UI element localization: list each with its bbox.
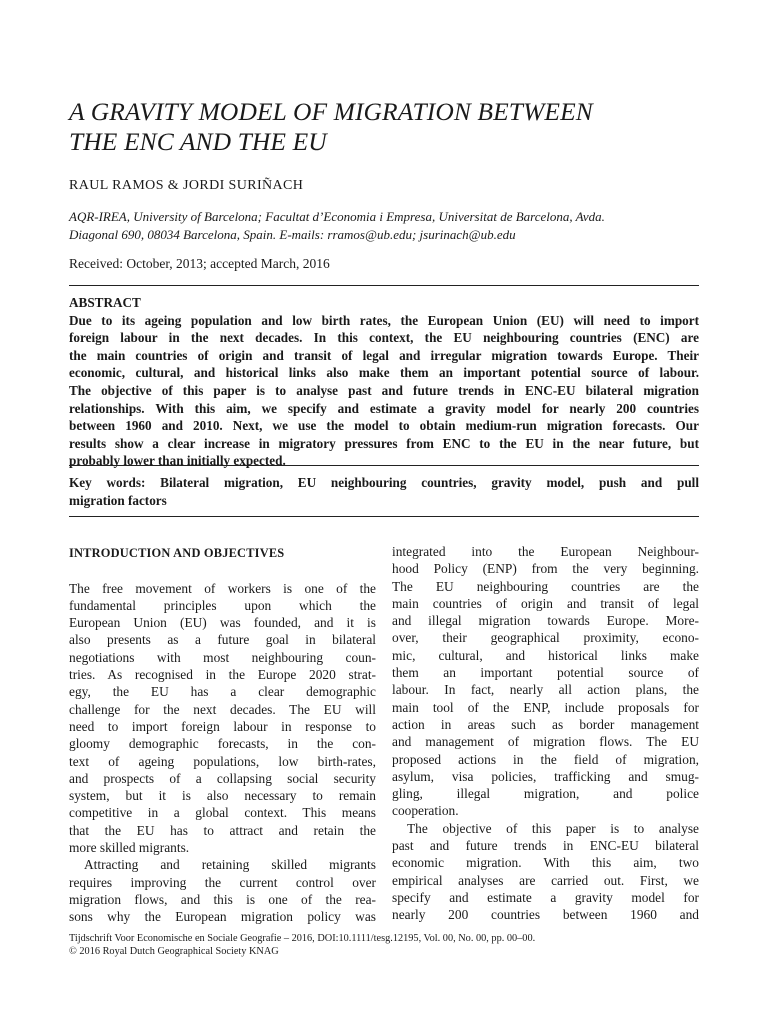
body-text-line: sons why the European migration policy was [69,909,376,925]
abstract-line: economic, cultural, and historical links also make them an important potential source of labour. [69,365,699,381]
body-text-line: economic migration. With this aim, two [392,855,699,871]
body-text-line: requires improving the current control over [69,874,376,890]
title-line: A GRAVITY MODEL OF MIGRATION BETWEEN [69,97,593,126]
abstract-line: probably lower than initially expected. [69,453,286,469]
body-text-line: asylum, visa policies, trafficking and smug- [392,768,699,784]
body-text-line: European Union (EU) was founded, and it is [69,615,376,631]
body-text-line: fundamental principles upon which the [69,597,376,613]
abstract-line: relationships. With this aim, we specify and estimate a gravity model for nearly 200 countries [69,400,699,416]
keywords-line: Key words: Bilateral migration, EU neighbouring countries, gravity model, push and pull [69,475,699,490]
abstract-heading: ABSTRACT [69,295,141,310]
body-text-line: need to import foreign labour in response to [69,718,376,734]
body-text-line: specify and estimate a gravity model for [392,889,699,905]
body-text-line: action in areas such as border management [392,716,699,732]
body-text-line: main tool of the ENP, include proposals for [392,699,699,715]
body-text-line: challenge for the next decades. The EU will [69,701,376,717]
body-text-line: nearly 200 countries between 1960 and [392,907,699,923]
abstract [69,294,699,470]
rule-between-abstract-keywords [69,465,699,466]
body-text-line: and management of migration flows. The EU [392,734,699,750]
body-text-line: cooperation. [392,803,459,819]
body-text-line: egy, the EU has a clear demographic [69,684,376,700]
affiliation-line: AQR-IREA, University of Barcelona; Facultat d’Economia i Empresa, Universitat de Barcelona, Avda. [69,209,605,224]
section-heading: INTRODUCTION AND OBJECTIVES [69,546,285,560]
body-text-line: The objective of this paper is to analyse [407,820,699,836]
body-text-line: empirical analyses are carried out. First, we [392,872,699,888]
abstract-line: Due to its ageing population and low birth rates, the European Union (EU) will need to import [69,312,699,328]
body-text-line: text of ageing populations, low birth-rates, [69,753,376,769]
rule-above-abstract [69,285,699,286]
body-text-line: main countries of origin and transit of legal [392,595,699,611]
body-text-line: that the EU has to attract and retain the [69,822,376,838]
body-text-line: negotiations with most neighbouring coun- [69,649,376,665]
affiliation-line: Diagonal 690, 08034 Barcelona, Spain. E-mails: rramos@ub.edu; jsurinach@ub.edu [69,227,516,242]
body-text-line: and illegal migration towards Europe. More- [392,613,699,629]
body-text-line: proposed actions in the field of migration, [392,751,699,767]
body-text-line: and prospects of a collapsing social security [69,770,376,786]
body-text-line: The EU neighbouring countries are the [392,578,699,594]
article-title [69,97,709,157]
body-text-line: over, their geographical proximity, econo- [392,630,699,646]
abstract-line: foreign labour in the next decades. In this context, the EU neighbouring countries (ENC) are [69,330,699,346]
body-text-line: tries. As recognised in the Europe 2020 strat- [69,667,376,683]
footer-copyright: © 2016 Royal Dutch Geographical Society KNAG [69,945,279,957]
footer-citation: Tijdschrift Voor Economische en Sociale Geografie – 2016, DOI:10.1111/tesg.12195, Vol. 00, No. 00, pp. 00–00. [69,933,536,944]
affiliation [69,208,709,244]
body-text-line: The free movement of workers is one of the [69,580,376,596]
body-text-line: mic, cultural, and historical links make [392,647,699,663]
title-line: THE ENC AND THE EU [69,127,327,156]
abstract-line: the main countries of origin and transit of legal and irregular migration towards Europe. Their [69,347,699,363]
body-text-line: also presents as a future goal in bilateral [69,632,376,648]
abstract-line: results show a clear increase in migratory pressures from ENC to the EU in the near future, but [69,435,699,451]
body-text-line: Attracting and retaining skilled migrants [84,857,376,873]
body-text-line: competitive in a global context. This means [69,805,376,821]
body-text-line: gloomy demographic forecasts, in the con- [69,736,376,752]
keywords [69,474,699,510]
body-text-line: integrated into the European Neighbour- [392,544,699,559]
body-text-line: more skilled migrants. [69,840,190,856]
body-text-line: gling, illegal migration, and police [392,786,699,802]
received-dates: Received: October, 2013; accepted March, 2016 [69,256,330,271]
rule-below-keywords [69,516,699,517]
abstract-line: The objective of this paper is to analyse past and future trends in ENC-EU bilateral migration [69,382,699,398]
body-text-line: past and future trends in ENC-EU bilateral [392,838,699,854]
body-text-line: them an important potential source of [392,665,699,681]
body-text-line: labour. In fact, nearly all action plans, the [392,682,699,698]
body-column-right [392,543,699,924]
abstract-line: between 1960 and 2010. Next, we use the model to obtain medium-run migration forecasts. Our [69,418,699,434]
authors: RAUL RAMOS & JORDI SURIÑACH [69,178,304,193]
body-text-line: system, but it is also necessary to remain [69,788,376,804]
body-text-line: hood Policy (ENP) from the very beginning. [392,561,699,577]
footer [69,933,709,958]
body-text-line: migration flows, and this is one of the rea- [69,891,376,907]
keywords-line: migration factors [69,493,167,508]
body-column-left [69,545,376,926]
